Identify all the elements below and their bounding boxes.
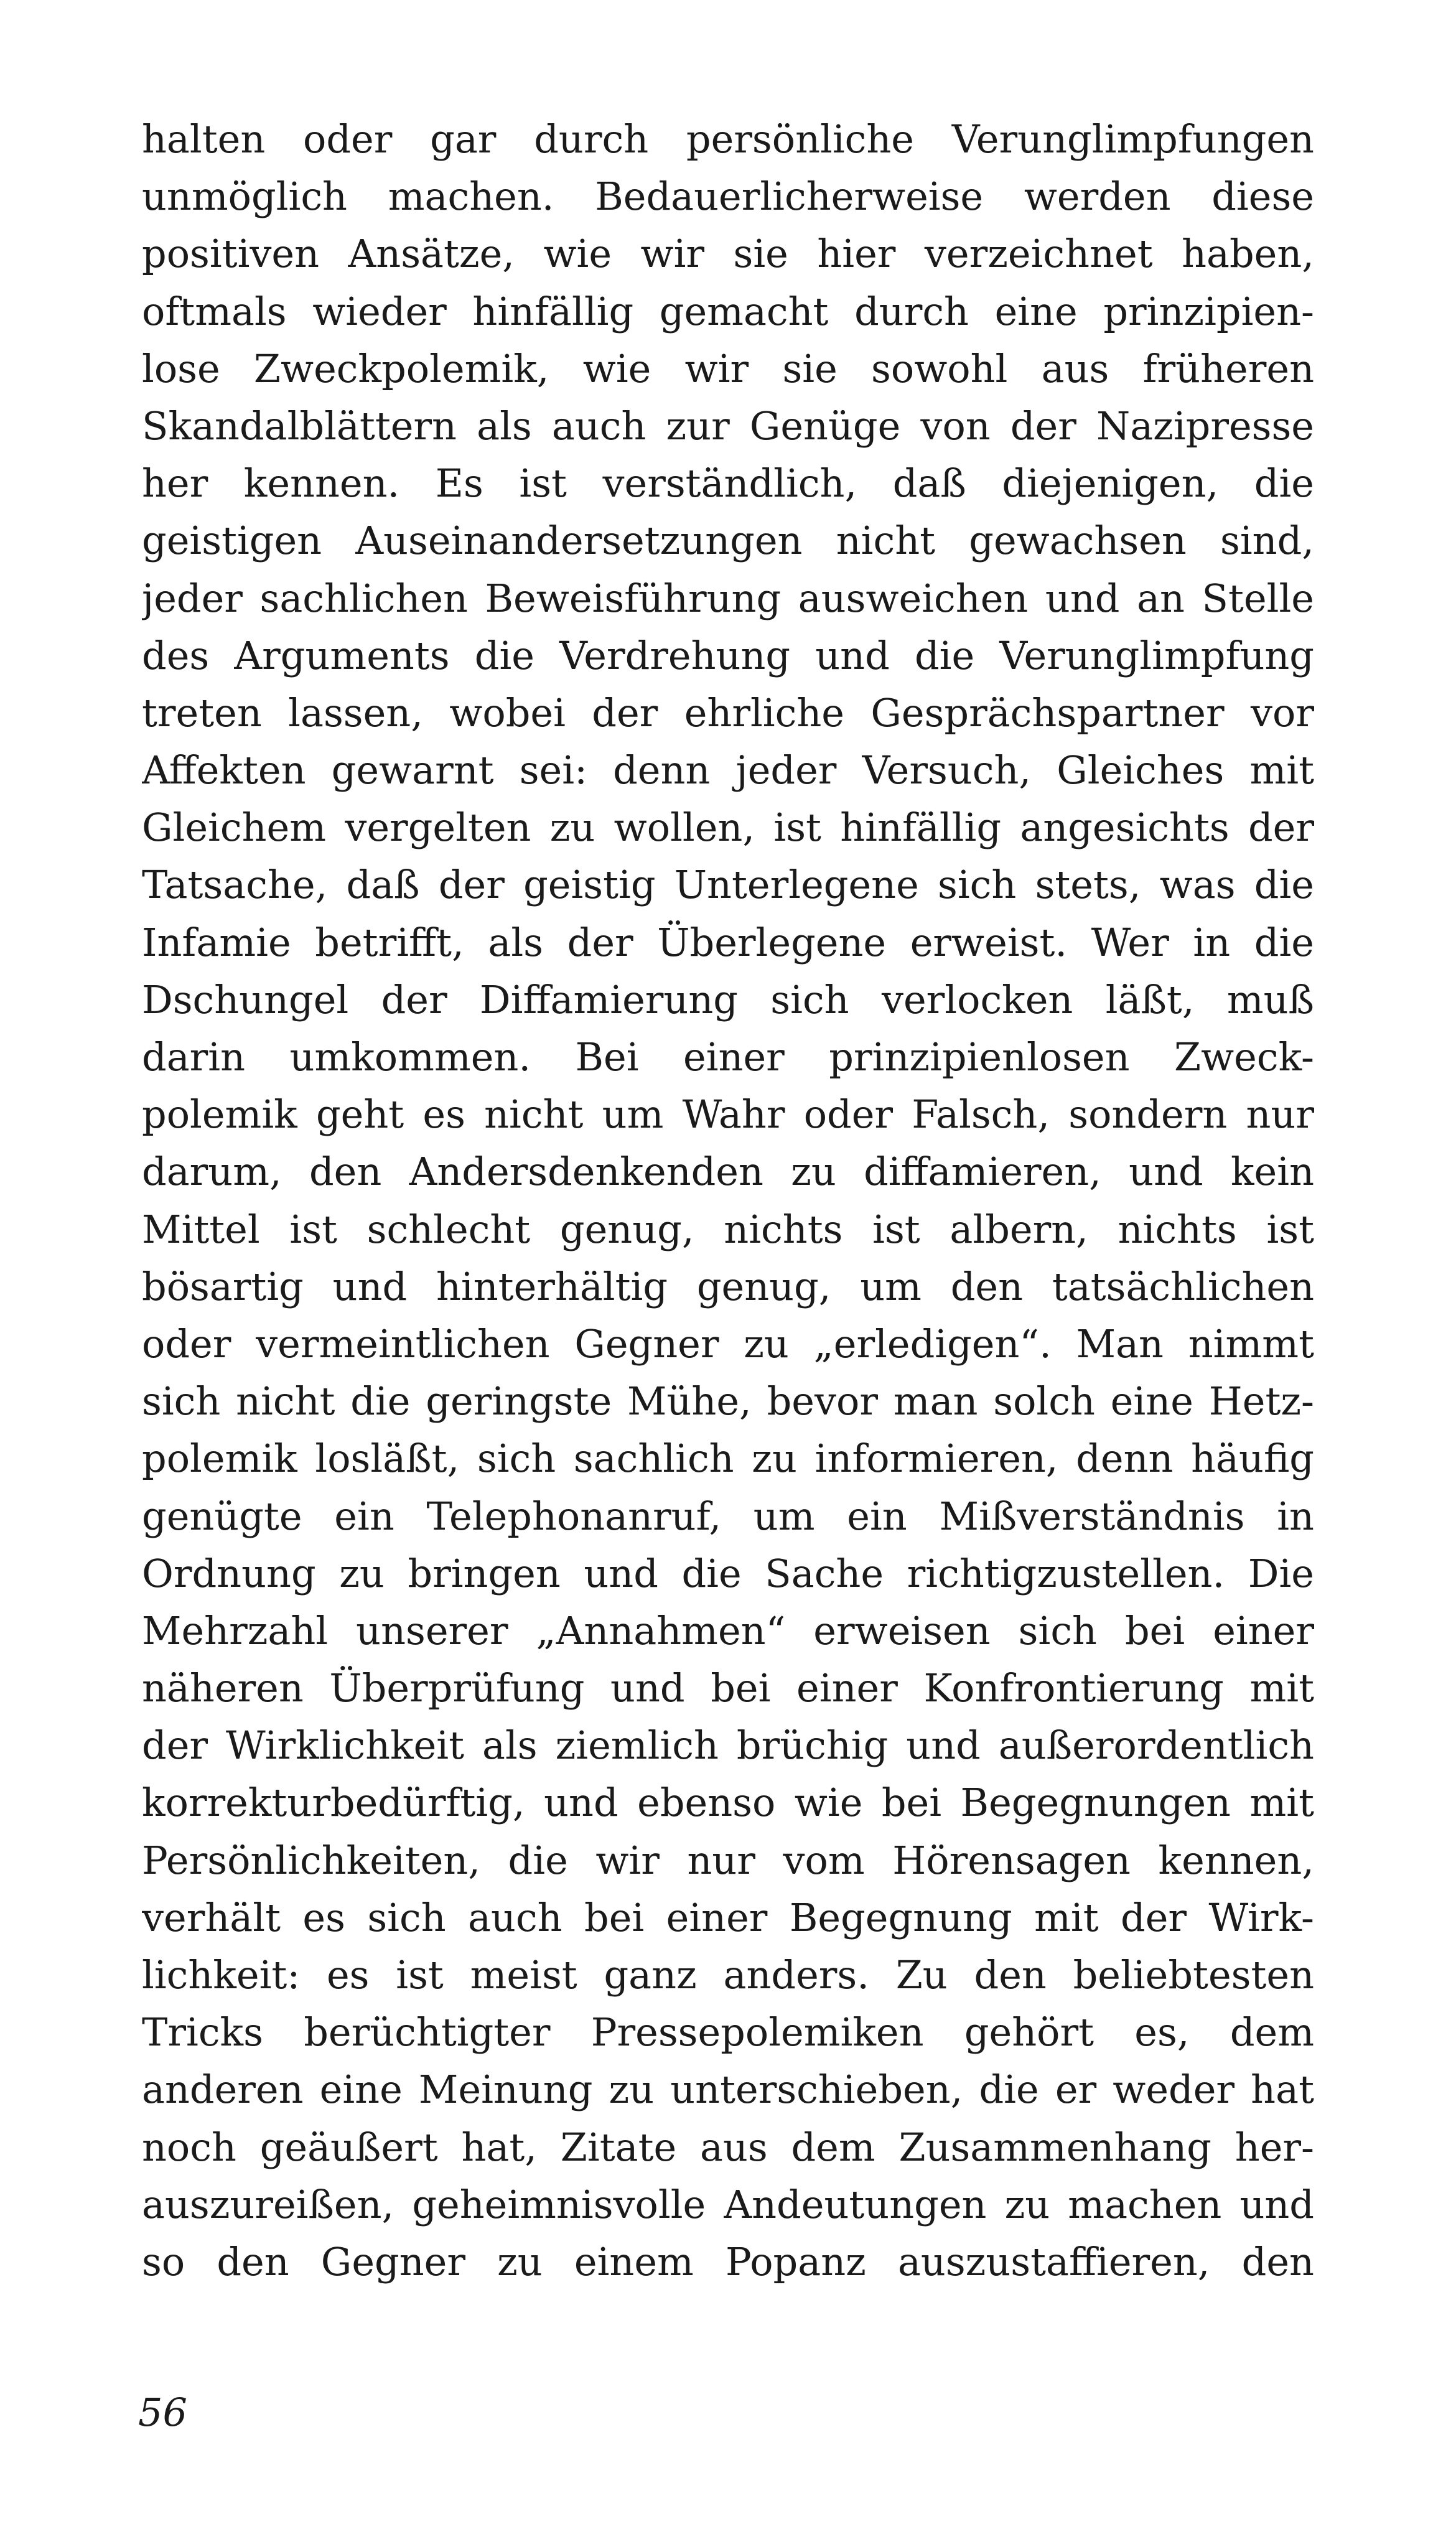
text-line: Dschungel der Diffamierung sich verlocken läßt, muß [142, 976, 1314, 1022]
text-line: Gleichem vergelten zu wollen, ist hinfällig angesichts der [142, 805, 1314, 851]
text-line: anderen eine Meinung zu unterschieben, die er weder hat [142, 2067, 1314, 2113]
text-line: Affekten gewarnt sei: denn jeder Versuch, Gleiches mit [142, 747, 1314, 793]
text-line: bösartig und hinterhältig genug, um den tatsächlichen [142, 1263, 1314, 1309]
text-line: auszureißen, geheimnisvolle Andeutungen zu machen und [142, 2181, 1314, 2227]
text-line: Tatsache, daß der geistig Unterlegene sich stets, was die [142, 862, 1314, 908]
text-line: Tricks berüchtigter Pressepolemiken gehört es, dem [142, 2009, 1314, 2055]
text-line: unmöglich machen. Bedauerlicherweise werden diese [142, 174, 1314, 220]
text-line: Skandalblättern als auch zur Genüge von der Nazipresse [142, 403, 1314, 449]
text-line: korrekturbedürftig, und ebenso wie bei Begegnungen mit [142, 1780, 1314, 1826]
text-line: sich nicht die geringste Mühe, bevor man solch eine Hetz- [142, 1378, 1314, 1424]
text-line: Ordnung zu bringen und die Sache richtigzustellen. Die [142, 1550, 1314, 1596]
text-line: darum, den Andersdenkenden zu diffamieren, und kein [142, 1149, 1314, 1195]
text-line: oftmals wieder hinfällig gemacht durch eine prinzipien- [142, 288, 1314, 334]
text-line: lichkeit: es ist meist ganz anders. Zu den beliebtesten [142, 1952, 1314, 1998]
text-line: Infamie betrifft, als der Überlegene erweist. Wer in die [142, 919, 1314, 965]
text-line: Mittel ist schlecht genug, nichts ist albern, nichts ist [142, 1206, 1314, 1252]
body-text [142, 111, 1314, 2291]
text-line: der Wirklichkeit als ziemlich brüchig und außerordentlich [142, 1723, 1314, 1769]
text-line: genügte ein Telephonanruf, um ein Mißverständnis in [142, 1493, 1314, 1539]
text-line: positiven Ansätze, wie wir sie hier verzeichnet haben, [142, 231, 1314, 277]
text-line: verhält es sich auch bei einer Begegnung mit der Wirk- [142, 1894, 1314, 1940]
text-line: so den Gegner zu einem Popanz auszustaffieren, den [142, 2238, 1314, 2284]
text-line: Persönlichkeiten, die wir nur vom Hörensagen kennen, [142, 1837, 1314, 1883]
text-line: des Arguments die Verdrehung und die Verunglimpfung [142, 632, 1314, 678]
text-line: halten oder gar durch persönliche Verunglimpfungen [142, 116, 1314, 162]
text-line: näheren Überprüfung und bei einer Konfrontierung mit [142, 1665, 1314, 1711]
text-line: treten lassen, wobei der ehrliche Gesprächspartner vor [142, 690, 1314, 736]
text-line: polemik geht es nicht um Wahr oder Falsch, sondern nur [142, 1092, 1314, 1138]
text-line: polemik losläßt, sich sachlich zu informieren, denn häufig [142, 1436, 1314, 1482]
text-line: oder vermeintlichen Gegner zu „erledigen“. Man nimmt [142, 1321, 1314, 1367]
text-line: geistigen Auseinandersetzungen nicht gewachsen sind, [142, 518, 1314, 564]
text-line: darin umkommen. Bei einer prinzipienlosen Zweck- [142, 1034, 1314, 1080]
text-line: jeder sachlichen Beweisführung ausweichen und an Stelle [142, 575, 1314, 621]
page-number: 56 [138, 2390, 187, 2435]
text-line: lose Zweckpolemik, wie wir sie sowohl aus früheren [142, 345, 1314, 391]
text-line: her kennen. Es ist verständlich, daß diejenigen, die [142, 461, 1314, 507]
text-line: Mehrzahl unserer „Annahmen“ erweisen sich bei einer [142, 1607, 1314, 1653]
text-line: noch geäußert hat, Zitate aus dem Zusammenhang her- [142, 2124, 1314, 2170]
